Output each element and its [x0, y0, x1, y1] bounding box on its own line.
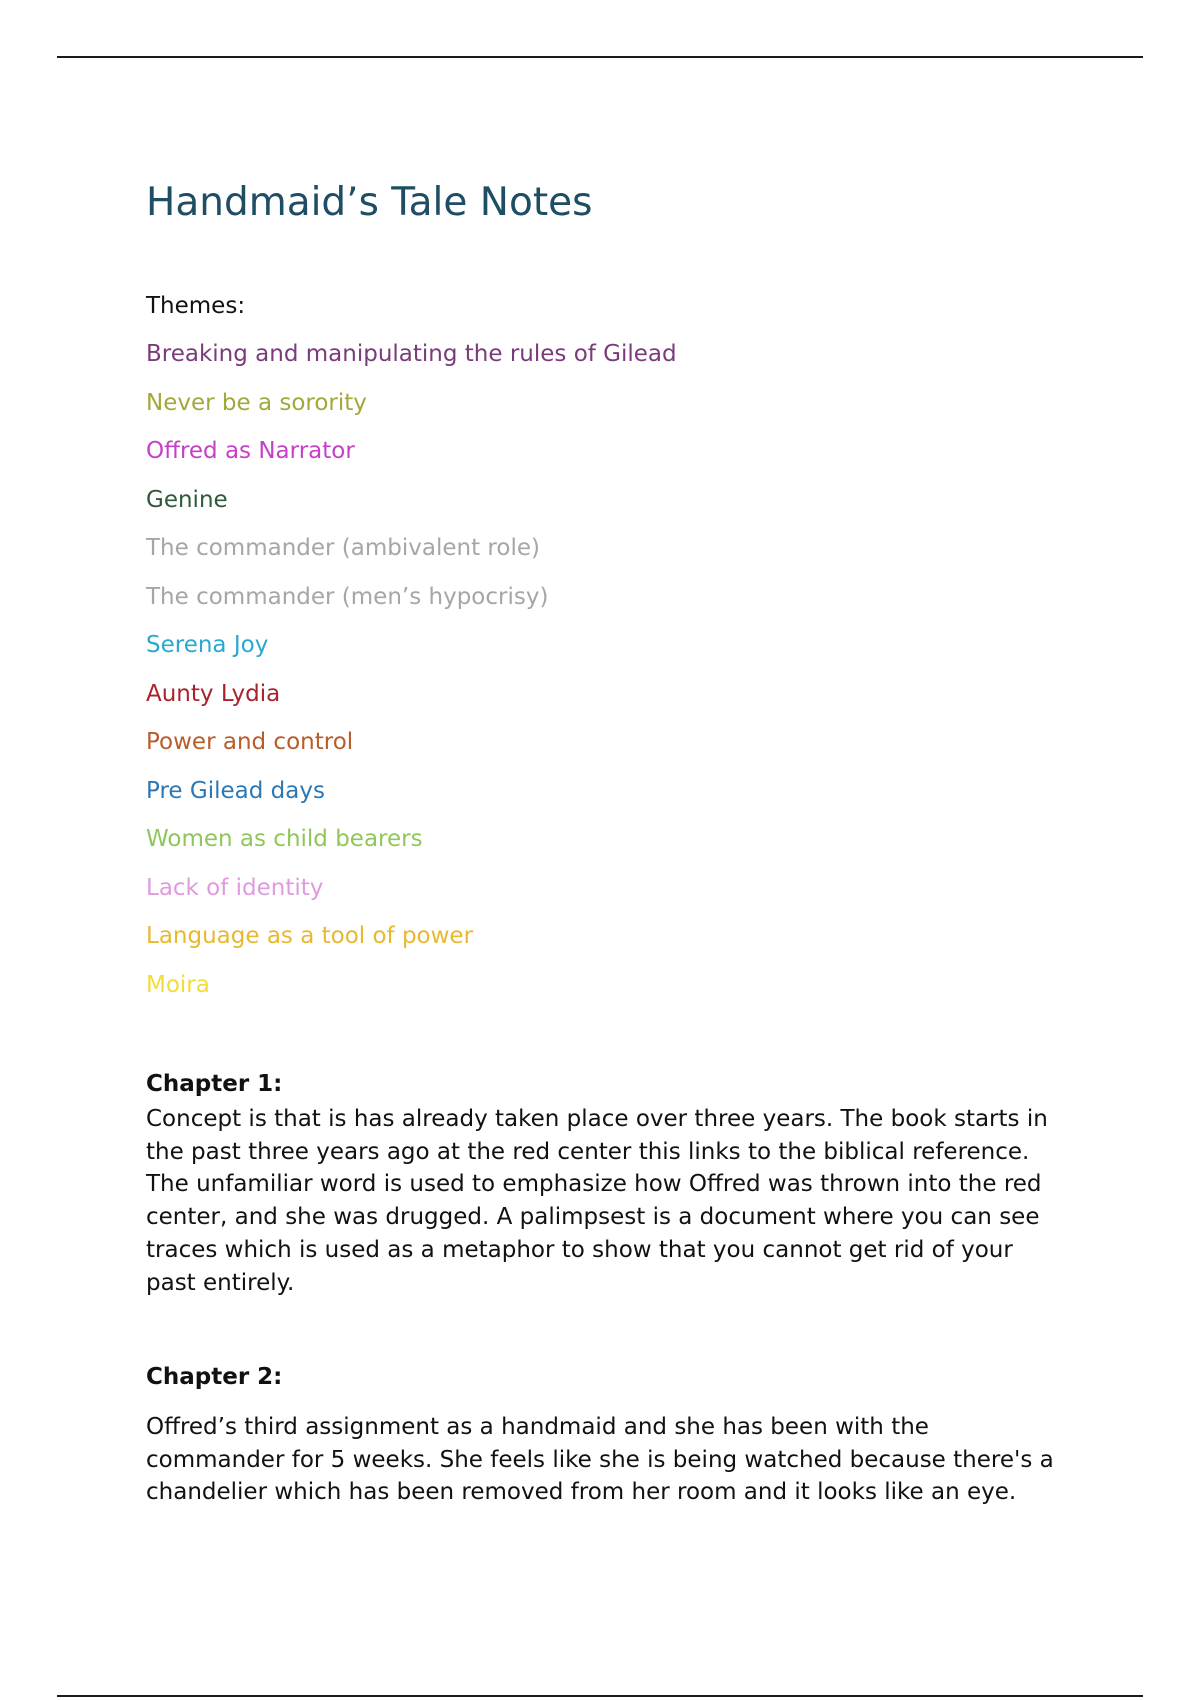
theme-item: Lack of identity	[146, 874, 324, 901]
chapter-2-section	[146, 1363, 1066, 1509]
theme-item: Offred as Narrator	[146, 438, 355, 464]
themes-heading: Themes:	[146, 293, 246, 319]
theme-item: Serena Joy	[146, 632, 269, 658]
theme-item: Pre Gilead days	[146, 777, 325, 804]
chapter-2-body: Offred’s third assignment as a handmaid and she has been with the commander for 5 weeks. She feels like she is being watched because there's a chandelier which has been removed from her room and it looks like an eye.	[146, 1414, 1054, 1506]
top-rule	[57, 56, 1143, 58]
themes-list	[146, 340, 677, 1019]
chapter-1-heading: Chapter 1:	[146, 1071, 283, 1097]
bottom-rule	[57, 1695, 1143, 1697]
theme-item: The commander (ambivalent role)	[146, 535, 540, 561]
theme-item: Language as a tool of power	[146, 923, 474, 949]
theme-item: The commander (men’s hypocrisy)	[146, 583, 549, 610]
chapter-2-heading: Chapter 2:	[146, 1364, 283, 1390]
theme-item: Genine	[146, 486, 228, 513]
theme-item: Never be a sorority	[146, 389, 367, 416]
theme-item: Power and control	[146, 729, 354, 755]
document-title: Handmaid’s Tale Notes	[146, 180, 593, 225]
theme-item: Women as child bearers	[146, 826, 423, 852]
chapter-1-section	[146, 1070, 1066, 1299]
theme-item: Breaking and manipulating the rules of Gilead	[146, 341, 677, 367]
theme-item: Moira	[146, 971, 210, 998]
chapter-1-body: Concept is that is has already taken place over three years. The book starts in the past three years ago at the red center this links to the biblical reference. The unfamiliar word is used to emphasize how Offred was thrown into the red center, and she was drugged. A palimpsest is a document where you can see traces which is used as a metaphor to show that you cannot get rid of your past entirely.	[146, 1106, 1048, 1296]
theme-item: Aunty Lydia	[146, 680, 281, 707]
